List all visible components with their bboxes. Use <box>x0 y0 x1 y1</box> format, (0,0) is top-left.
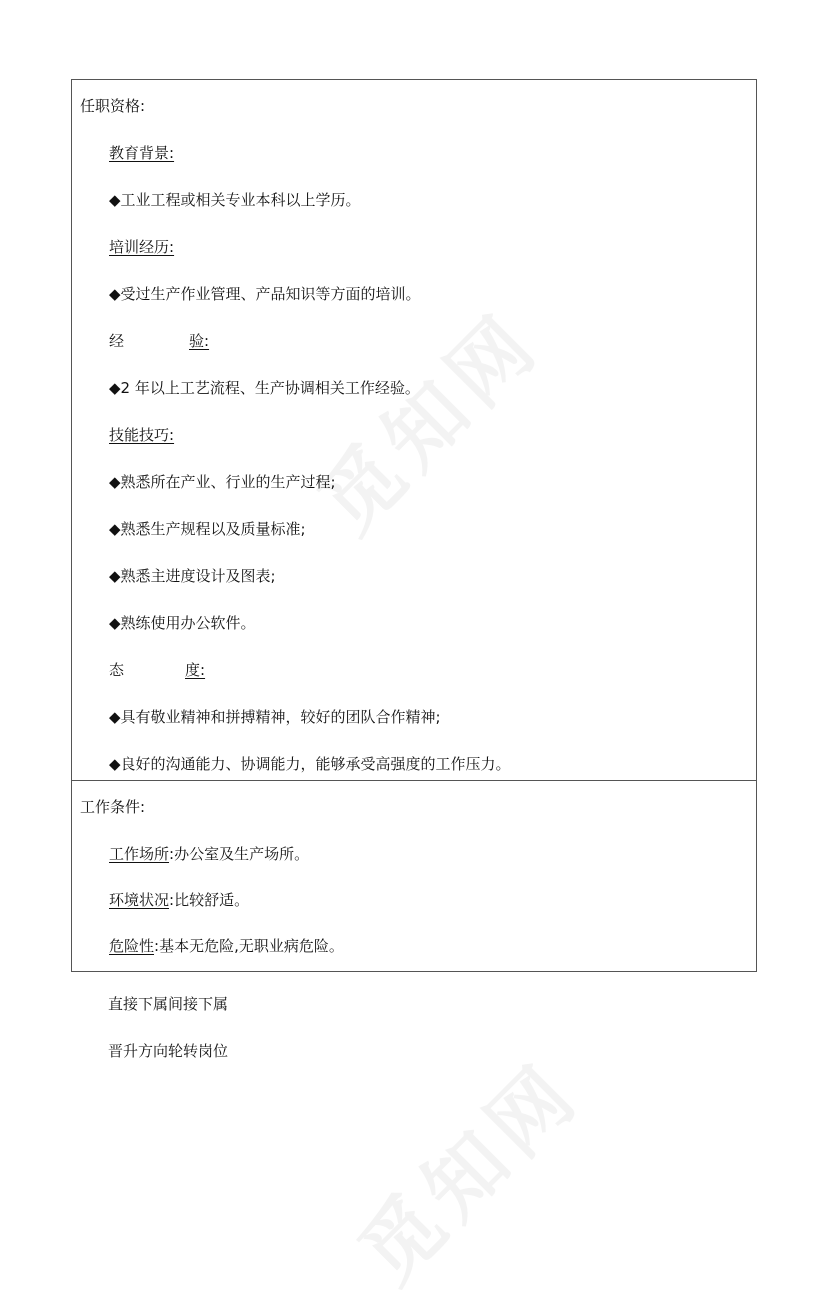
hazard-label: 危险性 <box>109 937 155 955</box>
qualifications-title: 任职资格: <box>80 97 146 115</box>
education-item: ◆工业工程或相关专业本科以上学历。 <box>109 191 361 209</box>
skills-item: ◆熟悉生产规程以及质量标准; <box>109 520 306 538</box>
environment-value: :比较舒适。 <box>169 891 250 909</box>
education-label: 教育背景: <box>109 144 175 162</box>
subordinates-line: 直接下属间接下属 <box>108 995 229 1013</box>
skills-label: 技能技巧: <box>109 426 175 444</box>
work-conditions-section <box>72 781 756 971</box>
attitude-item: ◆具有敬业精神和拼搏精神，较好的团队合作精神; <box>109 708 441 726</box>
job-description-table <box>71 79 757 972</box>
skills-item: ◆熟悉主进度设计及图表; <box>109 567 276 585</box>
experience-label-row <box>80 315 756 362</box>
work-location-label: 工作场所 <box>109 845 170 863</box>
training-item: ◆受过生产作业管理、产品知识等方面的培训。 <box>109 285 421 303</box>
attitude-label: 态 度: <box>109 661 206 679</box>
experience-label: 经 验: <box>109 332 210 350</box>
conditions-title: 工作条件: <box>80 798 146 816</box>
promotion-line: 晋升方向轮转岗位 <box>108 1042 229 1060</box>
attitude-item: ◆良好的沟通能力、协调能力，能够承受高强度的工作压力。 <box>109 755 511 773</box>
training-label-row <box>80 221 756 268</box>
training-label: 培训经历: <box>109 238 175 256</box>
work-location-value: :办公室及生产场所。 <box>169 845 310 863</box>
skills-item: ◆熟悉所在产业、行业的生产过程; <box>109 473 336 491</box>
education-label-row <box>80 127 756 174</box>
environment-label: 环境状况 <box>109 891 170 909</box>
skills-item: ◆熟练使用办公软件。 <box>109 614 256 632</box>
experience-item: ◆2 年以上工艺流程、生产协调相关工作经验。 <box>109 379 420 397</box>
qualifications-section <box>72 80 756 781</box>
hazard-value: :基本无危险,无职业病危险。 <box>154 937 344 955</box>
hazard-row <box>80 920 756 966</box>
work-location-row <box>80 828 756 874</box>
attitude-label-row <box>80 644 756 691</box>
environment-row <box>80 874 756 920</box>
skills-label-row <box>80 409 756 456</box>
watermark <box>329 1031 601 1303</box>
